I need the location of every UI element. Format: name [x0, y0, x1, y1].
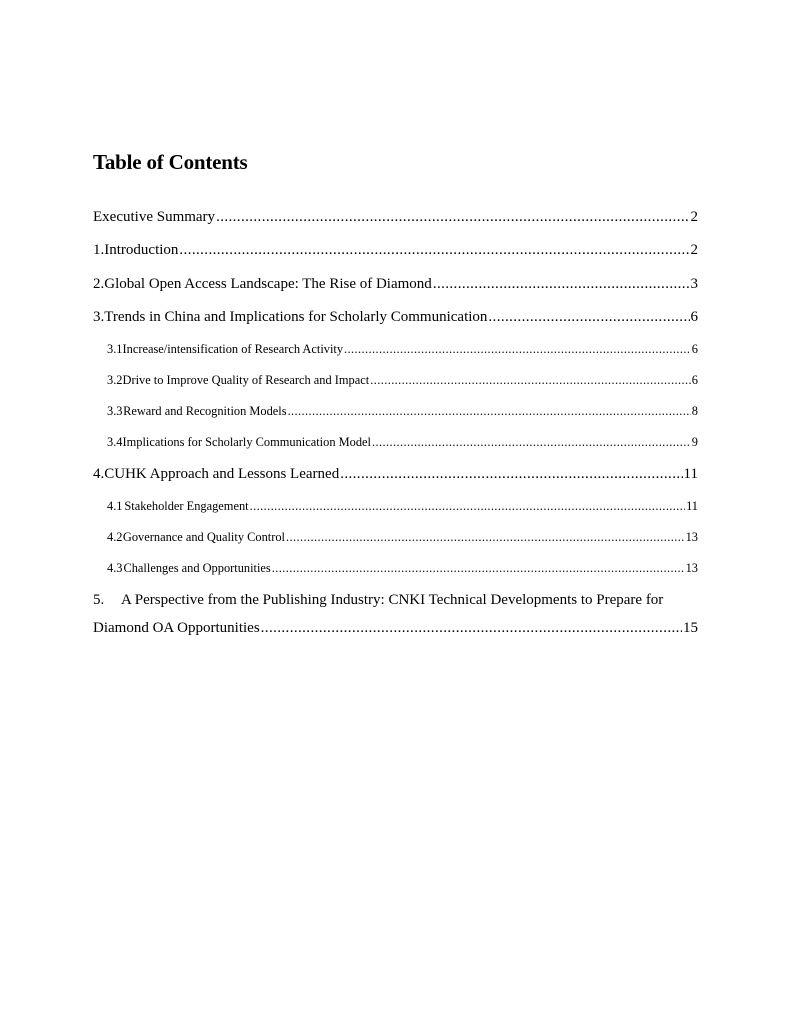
table-of-contents — [93, 0, 698, 1024]
dot-leader — [488, 307, 689, 327]
dot-leader — [286, 528, 685, 546]
toc-entry-title: Global Open Access Landscape: The Rise of Diamond — [104, 276, 432, 292]
toc-entry-number: 5. — [93, 592, 105, 608]
toc-entry-page: 11 — [686, 499, 698, 513]
toc-entry-publishing-perspective-line2[interactable] — [93, 618, 698, 638]
toc-entry-number: 3.3 — [107, 404, 123, 418]
toc-entry-number: 2. — [93, 276, 105, 292]
toc-entry-executive-summary[interactable] — [93, 207, 698, 227]
toc-entry-3-3[interactable] — [93, 402, 698, 420]
toc-entry-page: 9 — [691, 435, 698, 449]
toc-entry-4-2[interactable] — [93, 528, 698, 546]
dot-leader — [340, 464, 682, 484]
toc-entry-number: 4.2 — [107, 530, 123, 544]
toc-entry-number: 3.4 — [107, 435, 123, 449]
toc-entry-title: Increase/intensification of Research Activity — [122, 342, 344, 356]
toc-entry-title: CUHK Approach and Lessons Learned — [104, 466, 340, 482]
toc-entry-number: 3.1 — [107, 342, 123, 356]
toc-entry-page: 6 — [691, 342, 698, 356]
dot-leader — [433, 274, 690, 294]
toc-entry-publishing-perspective-line1[interactable] — [93, 590, 698, 610]
toc-entry-4-3[interactable] — [93, 559, 698, 577]
dot-leader — [370, 371, 691, 389]
toc-entry-page: 2 — [690, 209, 698, 225]
toc-entry-3-4[interactable] — [93, 433, 698, 451]
toc-entry-number: 4. — [93, 466, 105, 482]
dot-leader — [261, 618, 682, 638]
toc-entry-page: 2 — [690, 242, 698, 258]
toc-entry-title: Challenges and Opportunities — [123, 561, 271, 575]
dot-leader — [372, 433, 691, 451]
toc-entry-global-oa-landscape[interactable] — [93, 274, 698, 294]
toc-entry-title: Trends in China and Implications for Scholarly Communication — [104, 309, 488, 325]
toc-entry-page: 6 — [691, 373, 698, 387]
toc-entry-cuhk-approach[interactable] — [93, 464, 698, 484]
toc-entry-title: Stakeholder Engagement — [124, 499, 249, 513]
toc-entry-introduction[interactable] — [93, 240, 698, 260]
toc-entry-title: Drive to Improve Quality of Research and Impact — [122, 373, 370, 387]
dot-leader — [344, 340, 691, 358]
dot-leader — [179, 240, 689, 260]
toc-entry-title: Implications for Scholarly Communication Model — [122, 435, 371, 449]
toc-entry-title: A Perspective from the Publishing Industry: CNKI Technical Developments to Prepare for — [121, 592, 664, 608]
dot-leader — [216, 207, 689, 227]
toc-heading: Table of Contents — [93, 150, 248, 174]
toc-entry-number: 4.1 — [107, 499, 123, 513]
dot-leader — [288, 402, 691, 420]
dot-leader — [250, 497, 685, 515]
toc-entry-4-1[interactable] — [93, 497, 698, 515]
toc-entry-number: 4.3 — [107, 561, 123, 575]
toc-entry-trends-in-china[interactable] — [93, 307, 698, 327]
toc-entry-page: 13 — [685, 530, 698, 544]
toc-entry-page: 13 — [685, 561, 698, 575]
toc-entry-page: 11 — [683, 466, 698, 482]
toc-entry-number: 1. — [93, 242, 105, 258]
toc-entry-page: 15 — [683, 620, 698, 636]
dot-leader — [272, 559, 685, 577]
toc-entry-3-2[interactable] — [93, 371, 698, 389]
toc-entry-title: Executive Summary — [93, 209, 216, 225]
toc-entry-title: Introduction — [104, 242, 179, 258]
toc-entry-page: 8 — [691, 404, 698, 418]
toc-entry-page: 3 — [690, 276, 698, 292]
toc-entry-3-1[interactable] — [93, 340, 698, 358]
toc-entry-title-continued: Diamond OA Opportunities — [93, 620, 260, 636]
toc-entry-number: 3.2 — [107, 373, 123, 387]
toc-entry-page: 6 — [690, 309, 698, 325]
toc-entry-number: 3. — [93, 309, 105, 325]
toc-entry-title: Governance and Quality Control — [122, 530, 285, 544]
toc-entry-title: Reward and Recognition Models — [123, 404, 287, 418]
